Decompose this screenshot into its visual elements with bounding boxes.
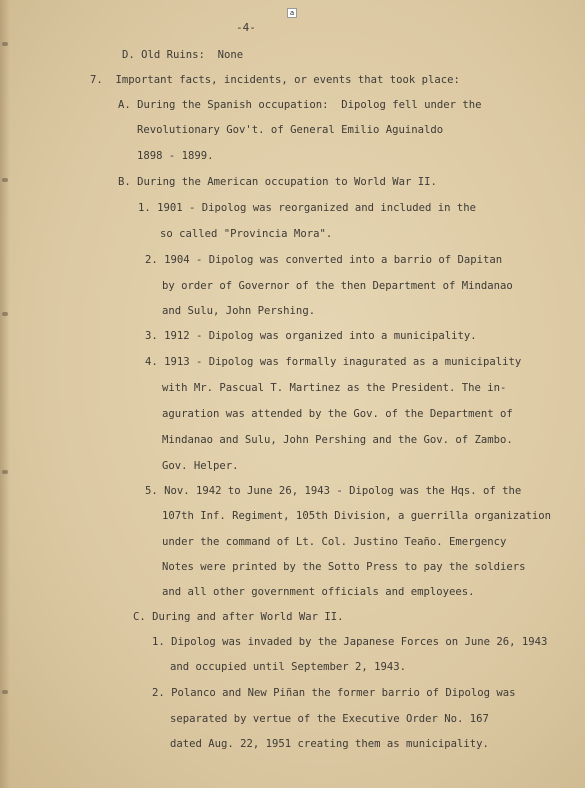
section-b-item-line: under the command of Lt. Col. Justino Teaño. Emergency <box>162 536 507 548</box>
section-b-item-line: Mindanao and Sulu, John Pershing and the Gov. of Zambo. <box>162 434 513 446</box>
binding-mark <box>2 42 8 46</box>
binding-mark <box>2 312 8 316</box>
section-b-item-line: 4. 1913 - Dipolog was formally inagurated as a municipality <box>145 356 522 368</box>
section-b-item-line: and Sulu, John Pershing. <box>162 305 316 317</box>
section-a-line: Revolutionary Gov't. of General Emilio Aguinaldo <box>137 124 444 136</box>
section-c-item-line: 1. Dipolog was invaded by the Japanese Forces on June 26, 1943 <box>152 636 548 648</box>
section-b-item-line: 5. Nov. 1942 to June 26, 1943 - Dipolog was the Hqs. of the <box>145 485 522 497</box>
section-b-item-line: 107th Inf. Regiment, 105th Division, a guerrilla organization <box>162 510 552 522</box>
section-a-line: 1898 - 1899. <box>137 150 214 162</box>
section-b-item-line: 2. 1904 - Dipolog was converted into a barrio of Dapitan <box>145 254 503 266</box>
section-c-item-line: and occupied until September 2, 1943. <box>170 661 406 673</box>
section-b-item-line: 1. 1901 - Dipolog was reorganized and included in the <box>138 202 477 214</box>
section-b-item-line: Gov. Helper. <box>162 460 239 472</box>
binding-mark <box>2 690 8 694</box>
section-a-line: A. During the Spanish occupation: Dipolog fell under the <box>118 99 482 111</box>
section-b-item-line: 3. 1912 - Dipolog was organized into a municipality. <box>145 330 477 342</box>
section-b-item-line: with Mr. Pascual T. Martinez as the President. The in- <box>162 382 507 394</box>
page-number: -4- <box>236 21 256 34</box>
section-c-item-line: dated Aug. 22, 1951 creating them as municipality. <box>170 738 489 750</box>
section-c-item-line: separated by vertue of the Executive Order No. 167 <box>170 713 489 725</box>
item-7-heading: 7. Important facts, incidents, or events that took place: <box>90 74 460 86</box>
section-b-item-line: Notes were printed by the Sotto Press to pay the soldiers <box>162 561 526 573</box>
section-d-heading: D. Old Ruins: None <box>122 49 244 61</box>
section-c-heading: C. During and after World War II. <box>133 611 344 623</box>
section-b-item-line: aguration was attended by the Gov. of the Department of <box>162 408 513 420</box>
section-b-heading: B. During the American occupation to World War II. <box>118 176 437 188</box>
binding-mark <box>2 470 8 474</box>
corner-marker-icon: a <box>287 8 297 18</box>
section-b-item-line: and all other government officials and employees. <box>162 586 475 598</box>
section-b-item-line: by order of Governor of the then Department of Mindanao <box>162 280 513 292</box>
section-b-item-line: so called "Provincia Mora". <box>160 228 333 240</box>
section-c-item-line: 2. Polanco and New Piñan the former barrio of Dipolog was <box>152 687 516 699</box>
page-edge-shadow <box>0 0 10 788</box>
binding-mark <box>2 178 8 182</box>
